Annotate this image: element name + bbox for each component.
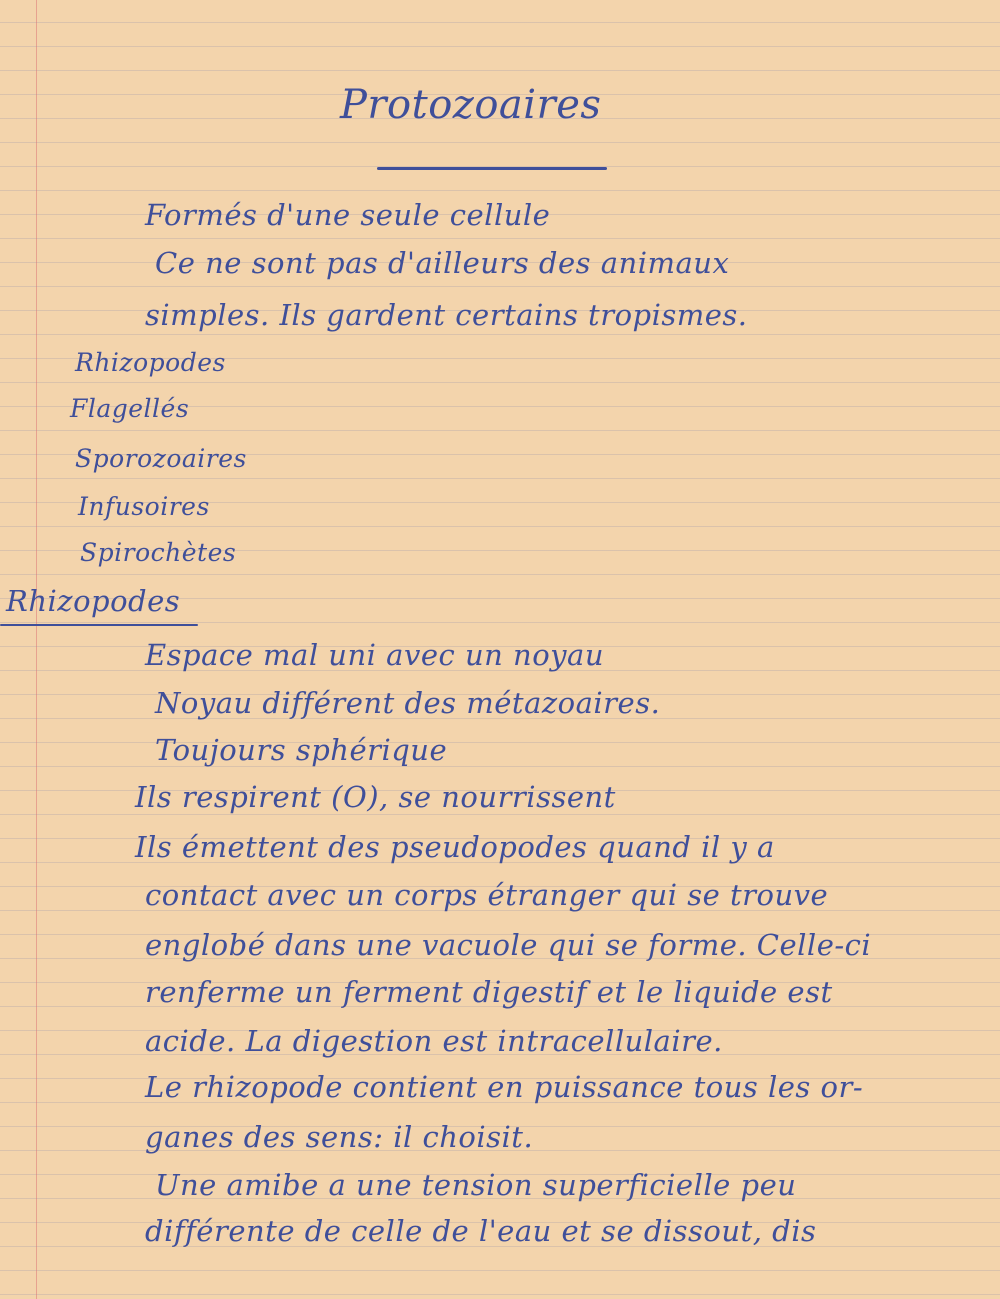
section-line: contact avec un corps étranger qui se trouve <box>145 878 829 912</box>
intro-line: Ce ne sont pas d'ailleurs des animaux <box>155 246 730 280</box>
class-list-item: Sporozoaires <box>75 444 247 473</box>
section-line: différente de celle de l'eau et se dissout, dis <box>145 1214 817 1248</box>
class-list-item: Infusoires <box>78 492 210 521</box>
section-line: acide. La digestion est intracellulaire. <box>145 1024 723 1058</box>
section-line: ganes des sens: il choisit. <box>145 1120 534 1154</box>
section-line: englobé dans une vacuole qui se forme. Celle-ci <box>145 928 872 962</box>
section-line: Toujours sphérique <box>155 733 448 767</box>
section-line: Ils respirent (O), se nourrissent <box>135 780 616 814</box>
page-title: Protozoaires <box>340 82 602 128</box>
section-line: Le rhizopode contient en puissance tous les or- <box>145 1070 864 1104</box>
section-line: Espace mal uni avec un noyau <box>145 638 605 672</box>
class-list-item: Rhizopodes <box>75 348 226 377</box>
section-line: Une amibe a une tension superficielle peu <box>155 1168 797 1202</box>
class-list-item: Flagellés <box>70 394 190 423</box>
section-underline <box>0 624 198 626</box>
margin-line <box>36 0 37 1299</box>
intro-line: Formés d'une seule cellule <box>145 198 551 232</box>
section-line: Noyau différent des métazoaires. <box>155 686 661 720</box>
section-line: renferme un ferment digestif et le liquide est <box>145 975 833 1009</box>
section-title: Rhizopodes <box>6 584 181 618</box>
class-list-item: Spirochètes <box>80 538 237 567</box>
title-underline <box>377 167 607 170</box>
section-line: Ils émettent des pseudopodes quand il y a <box>135 830 775 864</box>
intro-line: simples. Ils gardent certains tropismes. <box>145 298 748 332</box>
